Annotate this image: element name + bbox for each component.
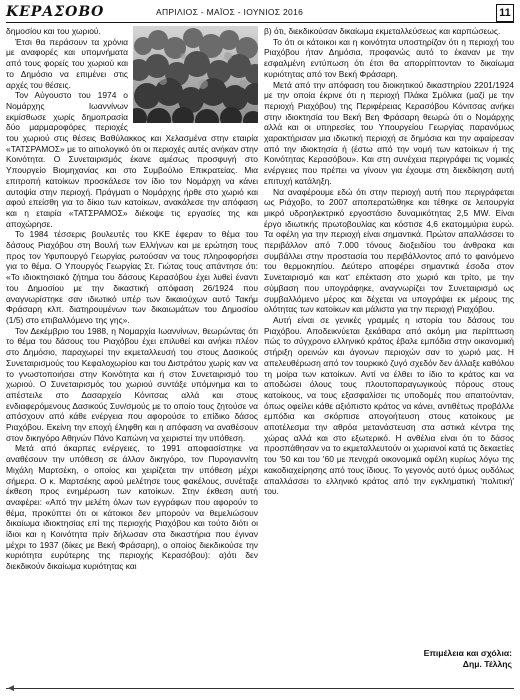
right-paragraph: β) ότι, διεκδικούσαν δικαίωμα εκμεταλλεύσεως και καρπώσεως. [264, 26, 501, 36]
left-paragraph: Μετά από άκαρπες ενέργειες, το 1991 αποφασίστηκε να αναθέσουν την υπόθεση σε άλλον δικηγόρο, τον Πυρογιαννίτη Μιχάλη Μαρτσέκη, ο οποίος και χειρίζεται την υπόθεση μέχρι σήμερα. Ο κ. Μαρτσέκης αφού μελέτησε τους φακέλους, συνέταξε έκθεση προς ενημέρωση των κατοίκων. Στην έκθεση αυτή αναφέρει: «Από την μελέτη όλων των εγγράφων που αφορούν το θέμα, προκύπτει ότι οι κάτοικοι δεν μπορούν να θεμελιώσουν δικαίωμα ιδιοκτησίας επί της περιοχής Ριαχόβου και τούτο διότι οι ίδιοι και η Κοινότητα πρίν δήλωσαν στα δικαστήρια που έγιναν μέχρι το 1937 (δίκες με Βεκή Φράσαρη), ο οποίος διεκδικούσε την κυριότητα ευρύτερης της περιοχής Κερασόβου): α)ότι δεν διεκδικούν δικαίωμα κυριότητας και [6, 443, 258, 572]
header-rule [6, 22, 514, 23]
forest-photo [133, 26, 258, 123]
right-column [264, 26, 514, 497]
left-paragraph: Τον Δεκέμβριο του 1988, η Νομαρχία Ιωαννίνων, θεωρώντας ότι το θέμα του δάσους του Ριαχόβου έχει επιλυθεί και ανήκει πλέον στο Δημόσιο, παραχωρεί την εκμεταλλευσή του στους Δασικούς Συνεταιρισμούς του Κεφαλοχωρίου και του Διστράτου χωρίς καν να το γνωστοποιήσει στην Κοινότητα και ή στον Συνεταιρισμό του χωριού. Ο Συνεταιρισμός του χωριού συντάξε υπόμνημα και το απέστειλε στο Δασαρχείο Κόνιτσας αλλά και στους ενδιαφερόμενους Δασικούς Συν/σμούς με το οποίο τους ζητούσε να απόσχουν από κάθε ενέργεια που αφορούσε το επίδικο δάσος Ριαχόβου. Εκείνη την εποχή έληφθη και η απόφαση να αναθέσουν στον δικηγόρο Αθηνών Πάνο Καπώνη να χειριστεί την υπόθεση. [6, 325, 258, 443]
page-header [6, 4, 514, 22]
masthead-title: ΚΕΡΑΣΟΒΟ [6, 4, 105, 20]
arrow-left-icon: ◄ [6, 683, 16, 694]
page-number: 11 [496, 4, 514, 22]
right-paragraph: Το ότι οι κάτοικοι και η κοινότητα υποστηρίζαν ότι η περιοχή του Ριαχόβου ήταν Δημόσια, προφανώς αυτό το έκαναν με την εσφαλμένη εντύπωση ότι έτσι θα απορρίπτονταν το δικαίωμα κυριότητας από τον Βεκή Φράσαρη. [264, 36, 514, 79]
left-paragraph: Το 1984 τέσσερις βουλευτές του ΚΚΕ έφεραν το θέμα του δάσους Ριαχόβου στη Βουλή των Ελλήνων και με ερώτηση τους προς τον Υφυπουργό Γεωργίας ρωτούσαν να τους πληροφορήσει για το θέμα. Ο Υπουργός Γεωργίας Στ. Γιώτας τους απάντησε ότι: «Το ιδιοκτησιακό ζήτημα του δάσους Κερασόβου έχει λυθεί έναντι του Δημοσίου με την δικαστική απόφαση 26/1924 που αναγνωρίστηκε σαν ιδιωτικό υπέρ των δικαιούχων αυτό Τακήμ Φράσαρη κλπ. διατηρουμένων των δικαιωμάτων του Δημοσίου (1/5) στο επιβαλλόμενο της γης». [6, 229, 258, 325]
left-paragraph: Έτσι θα περάσουν τα χρόνια με αναφορές και υπομνήματα από τους φορείς του χωριού και το Δημόσιο να επιμένει στις αρχές του θέσεις. [6, 36, 128, 90]
left-paragraph: Τον Αύγουστο του 1974 ο Νομάρχης Ιωαννίνων εκμίσθωσε χωρίς δημοπρασία δύο μαρμαροφόρες περιοχές του χωριού στις θέσεις Βαθύλακκος και Χελασμένα στην εταιρία «ΤΑΤΣΡΑΜΟΣ» με το αιτιολογικό ότι οι περιοχές αυτές ανήκαν στην Κοινότητα. Ο Συνεταιρισμός έκανε αμέσως προσφυγή στο Υπουργείο Βιομηχανίας και στο Συμβούλιο Επικρατείας. Μια επιτροπή κατοίκων προσκάλεσε τον ίδιο τον Νομάρχη να κάνει αυτοψία στην περιοχή. Πράγματι ο Νομάρχης ήρθε στο χωριό και αφού επείσθη για το δίκιο των κατοίκων, ανακάλεσε την απόφαση και η εταιρία «ΤΑΤΣΡΑΜΟΣ» διέκοψε τις εργασίες της και αποχώρησε. [6, 90, 258, 229]
signature-block [312, 648, 512, 670]
signature-author: Δημ. Τέλλης [462, 659, 512, 669]
right-paragraph: Να αναφέρουμε εδώ ότι στην περιοχή αυτή που περιγράφεται ως Ριάχοβο, το 2007 αποπερατώθηκε και τέθηκε σε λειτουργία μικρό υδροηλεκτρικό εργοστάσιο δυναμικότητας 2,5 MW. Είναι έργο ιδιωτικής πρωτοβουλίας και κόστισε 4,6 εκατομμύρια ευρώ. Τα οφέλη για την περιοχή είναι σημαντικά. Πρώτον απαλλάσσει το περιβάλλον από 7.000 τόνους διοξειδίου του άνθρακα και συμβάλλει στην προστασία του περιβάλλοντος από το φαινόμενο του θερμοκηπίου. Δεύτερο αποφέρει σημαντικά έσοδα στον Συνεταιρισμό και κατ' επέκταση στο χωριό και τρίτο, με την σύμβαση που υπογράφηκε, αναγνωρίζει τον Συνεταιρισμό ως συμβαλλόμενο μέρος και δέχεται να υπογράψει εκ μέρους της ολότητας των κατοίκων και μάλιστα για την περιοχή Ριαχόβου. [264, 186, 514, 315]
forest-photo-icon [133, 26, 258, 123]
left-paragraph: δημοσίου και του χωριού. [6, 26, 101, 36]
left-column [6, 26, 258, 572]
signature-credit: Επιμέλεια και σχόλια: [423, 648, 512, 658]
issue-date: ΑΠΡΙΛΙΟΣ - ΜΑΪΟΣ - ΙΟΥΝΙΟΣ 2016 [156, 7, 304, 17]
right-paragraph: Μετά από την απόφαση του διοικητικού δικαστηρίου 2201/1924 με την οποία έκρινε ότι η περιοχή Πλάκα Σμόλικα (μαζί με την περιοχή Ριαχόβου) της Περιφέρειας Κερασόβου Κόνιτσας ανήκει στην ιδιοκτησία του Βεκή Βεη Φράσαρη θεωρώ ότι ο Νομάρχης αλλά και οι υπηρεσίες του Υπουργείου Γεωργίας παρανόμως χαρακτήρισαν μια ιδιωτική περιοχή σε δημόσια και την αφαίρεσαν από την ιδιοκτησία ή (έστω από την νομή των κατοίκων ή της Κοινότητας Κερασόβου». Και στη συνέχεια περιγράφει τις νομικές ενέργειες που πρέπει να γίνουν για έχουμε στη διεκδίκηση αυτή επιτυχή κατάληξη. [264, 79, 514, 186]
footer-rule [6, 683, 514, 694]
right-paragraph: Αυτή είναι σε γενικές γραμμές η ιστορία του δάσους του Ριαχόβου. Αποδεικνύεται ξεκάθαρα από ακόμη μια περίπτωση πώς το σύγχρονο ελληνικό κράτος έβαλε εμπόδια στην οικονομική στήριξη ορεινών και άγονων περιοχών σαν το χωριό μας. Η απελευθέρωση από τον τουρκικό ζυγό σχεδόν δεν άλλαξε καθόλου τη μοίρα των κατοίκων. Αντί να έλθει το ίδιο το κράτος και να αποδώσει όλους τους πλουτοπαραγωγικούς πόρους στους κατοίκους, να τους εξασφαλίσει τις υποδομές που απαιτούνταν, όπως οφείλει κάθε αξιόπιστο κράτος να κάνει, αντιθέτως προβάλλε εμπόδια και σκόρπισε απογοήτευση στους κατοίκους με αποτέλεσμα την αθρόα μετανάστευση στα αστικά κέντρα της χώρας αλλά και στο εξωτερικό. Η ανθέλια είναι ότι το δάσος προσπάθησαν να το εκμεταλλευτούν οι χωριανοί κατά τις δεκαετίες του '50 και του '60 με πενιχρά οικονομικά οφέλη κυρίως λόγω της κακοδιαχείρησης από τους ίδιους. Το γεγονός αυτό όμως ουδόλως απαλλάσσει το ελληνικό κράτος από την εγκληματική 'πολιτική' του. [264, 314, 514, 497]
